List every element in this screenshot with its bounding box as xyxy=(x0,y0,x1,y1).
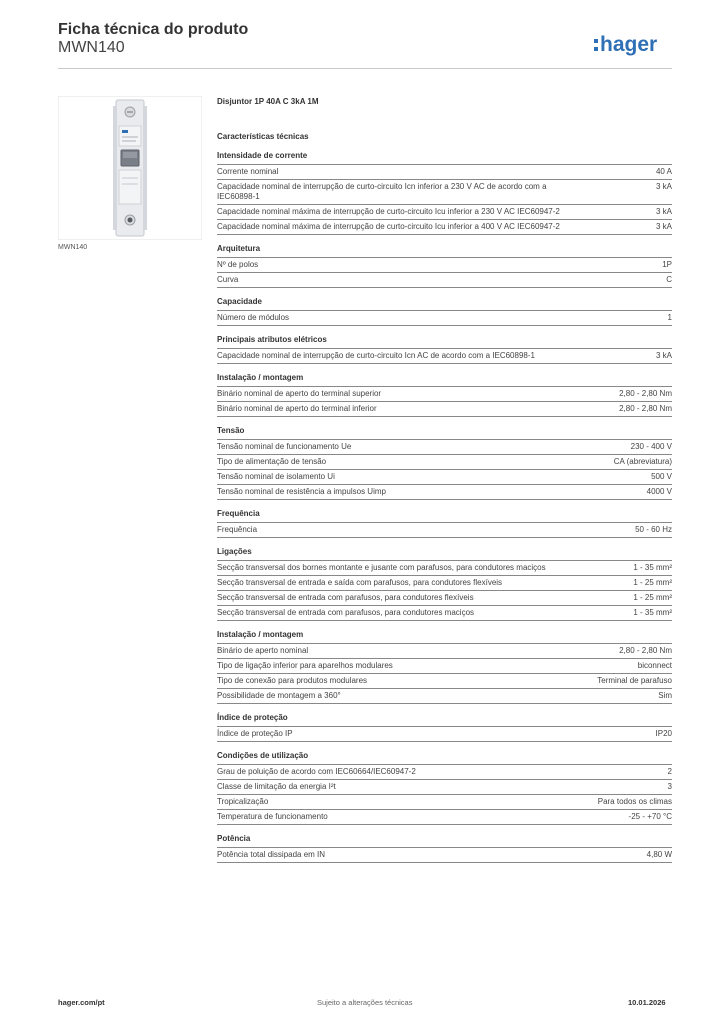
spec-section xyxy=(217,425,672,500)
spec-section xyxy=(217,712,672,742)
spec-label: Secção transversal de entrada com parafusos, para condutores flexíveis xyxy=(217,593,474,602)
spec-row xyxy=(217,485,672,500)
spec-sections xyxy=(217,150,672,863)
spec-value: 1 - 35 mm² xyxy=(633,608,672,617)
spec-label: Curva xyxy=(217,275,239,284)
spec-row xyxy=(217,659,672,674)
spec-value: C xyxy=(666,275,672,284)
spec-section xyxy=(217,750,672,825)
spec-value: 3 kA xyxy=(655,207,672,216)
section-title: Instalação / montagem xyxy=(217,629,672,644)
footer-website[interactable]: hager.com/pt xyxy=(58,998,105,1007)
product-name: Disjuntor 1P 40A C 3kA 1M xyxy=(217,97,319,106)
section-title: Índice de proteção xyxy=(217,712,672,727)
spec-value: 1P xyxy=(662,260,672,269)
spec-label: Capacidade nominal máxima de interrupção de curto-circuito Icu inferior a 230 V AC IEC60947-2 xyxy=(217,207,560,216)
characteristics-title: Características técnicas xyxy=(217,132,309,141)
spec-row xyxy=(217,689,672,704)
header-divider xyxy=(58,68,672,69)
product-reference: MWN140 xyxy=(58,39,125,56)
spec-value: 3 kA xyxy=(655,351,672,360)
section-title: Frequência xyxy=(217,508,672,523)
spec-label: Possibilidade de montagem a 360° xyxy=(217,691,341,700)
spec-section xyxy=(217,334,672,364)
spec-value: 2 xyxy=(667,767,672,776)
page-title: Ficha técnica do produto xyxy=(58,21,249,38)
spec-row xyxy=(217,848,672,863)
spec-value: 50 - 60 Hz xyxy=(635,525,672,534)
section-title: Condições de utilização xyxy=(217,750,672,765)
section-title: Tensão xyxy=(217,425,672,440)
spec-value: Para todos os climas xyxy=(597,797,672,806)
spec-row xyxy=(217,402,672,417)
spec-value: -25 - +70 °C xyxy=(628,812,672,821)
spec-row xyxy=(217,606,672,621)
spec-row xyxy=(217,727,672,742)
spec-label: Nº de polos xyxy=(217,260,259,269)
spec-value: 3 kA xyxy=(655,222,672,231)
section-title: Instalação / montagem xyxy=(217,372,672,387)
spec-label: Tipo de alimentação de tensão xyxy=(217,457,327,466)
spec-value: 1 - 35 mm² xyxy=(633,563,672,572)
spec-label: Tensão nominal de resistência a impulsos Uimp xyxy=(217,487,386,496)
spec-value: 3 xyxy=(667,782,672,791)
spec-label: Tipo de conexão para produtos modulares xyxy=(217,676,368,685)
spec-label: Tensão nominal de funcionamento Ue xyxy=(217,442,352,451)
spec-value: 3 kA xyxy=(655,182,672,191)
spec-label: Número de módulos xyxy=(217,313,290,322)
hager-logo xyxy=(594,28,674,58)
spec-row xyxy=(217,523,672,538)
spec-value: Sim xyxy=(658,691,672,700)
spec-value: CA (abreviatura) xyxy=(613,457,672,466)
spec-value: 230 - 400 V xyxy=(630,442,672,451)
spec-value: 2,80 - 2,80 Nm xyxy=(619,389,672,398)
spec-label: Capacidade nominal máxima de interrupção de curto-circuito Icu inferior a 400 V AC IEC60947-2 xyxy=(217,222,560,231)
spec-label: Potência total dissipada em IN xyxy=(217,850,326,859)
section-title: Potência xyxy=(217,833,672,848)
svg-text:hager: hager xyxy=(600,33,658,56)
section-title: Principais atributos elétricos xyxy=(217,334,672,349)
spec-label: Frequência xyxy=(217,525,258,534)
spec-value: Terminal de parafuso xyxy=(597,676,672,685)
spec-row xyxy=(217,387,672,402)
spec-label: Tensão nominal de isolamento Ui xyxy=(217,472,335,481)
spec-label: Secção transversal de entrada e saída com parafusos, para condutores flexíveis xyxy=(217,578,503,587)
section-title: Intensidade de corrente xyxy=(217,150,672,165)
spec-section xyxy=(217,243,672,288)
spec-value: 1 xyxy=(667,313,672,322)
spec-row xyxy=(217,311,672,326)
footer-date: 10.01.2026 xyxy=(628,998,666,1007)
spec-label: Índice de proteção IP xyxy=(217,729,293,738)
section-title: Capacidade xyxy=(217,296,672,311)
spec-row xyxy=(217,810,672,825)
spec-value: IP20 xyxy=(655,729,672,738)
spec-label: Grau de poluição de acordo com IEC60664/IEC60947-2 xyxy=(217,767,416,776)
section-title: Ligações xyxy=(217,546,672,561)
spec-label: Binário nominal de aperto do terminal inferior xyxy=(217,404,377,413)
spec-value: biconnect xyxy=(637,661,672,670)
spec-value: 4000 V xyxy=(646,487,672,496)
spec-value: 1 - 25 mm² xyxy=(633,578,672,587)
spec-row xyxy=(217,180,672,205)
circuit-breaker-image xyxy=(58,96,202,240)
spec-value: 1 - 25 mm² xyxy=(633,593,672,602)
spec-section xyxy=(217,372,672,417)
spec-row xyxy=(217,455,672,470)
spec-label: Temperatura de funcionamento xyxy=(217,812,328,821)
spec-row xyxy=(217,165,672,180)
spec-row xyxy=(217,576,672,591)
spec-content xyxy=(217,96,672,863)
section-title: Arquitetura xyxy=(217,243,672,258)
spec-section xyxy=(217,546,672,621)
spec-section xyxy=(217,150,672,235)
spec-row xyxy=(217,780,672,795)
spec-label: Tropicalização xyxy=(217,797,269,806)
spec-label: Secção transversal de entrada com parafusos, para condutores maciços xyxy=(217,608,475,617)
spec-section xyxy=(217,629,672,704)
spec-row xyxy=(217,674,672,689)
image-caption: MWN140 xyxy=(58,244,88,251)
spec-row xyxy=(217,205,672,220)
spec-row xyxy=(217,765,672,780)
spec-row xyxy=(217,561,672,576)
spec-value: 500 V xyxy=(651,472,672,481)
spec-label: Capacidade nominal de interrupção de curto-circuito Icn inferior a 230 V AC de acordo com a IEC60898-1 xyxy=(217,182,547,201)
spec-label: Corrente nominal xyxy=(217,167,279,176)
spec-value: 2,80 - 2,80 Nm xyxy=(619,404,672,413)
spec-row xyxy=(217,273,672,288)
spec-label: Binário de aperto nominal xyxy=(217,646,309,655)
spec-section xyxy=(217,833,672,863)
spec-section xyxy=(217,296,672,326)
spec-row xyxy=(217,470,672,485)
spec-value: 40 A xyxy=(655,167,672,176)
spec-row xyxy=(217,440,672,455)
spec-row xyxy=(217,220,672,235)
spec-label: Classe de limitação da energia I²t xyxy=(217,782,336,791)
spec-label: Capacidade nominal de interrupção de curto-circuito Icn AC de acordo com a IEC60898-1 xyxy=(217,351,535,360)
spec-row xyxy=(217,795,672,810)
spec-row xyxy=(217,258,672,273)
spec-value: 4,80 W xyxy=(646,850,672,859)
spec-row xyxy=(217,349,672,364)
spec-label: Secção transversal dos bornes montante e jusante com parafusos, para condutores maciços xyxy=(217,563,546,572)
spec-row xyxy=(217,644,672,659)
spec-label: Binário nominal de aperto do terminal superior xyxy=(217,389,382,398)
spec-label: Tipo de ligação inferior para aparelhos modulares xyxy=(217,661,393,670)
spec-value: 2,80 - 2,80 Nm xyxy=(619,646,672,655)
spec-section xyxy=(217,508,672,538)
spec-row xyxy=(217,591,672,606)
footer-disclaimer: Sujeito a alterações técnicas xyxy=(317,998,413,1007)
